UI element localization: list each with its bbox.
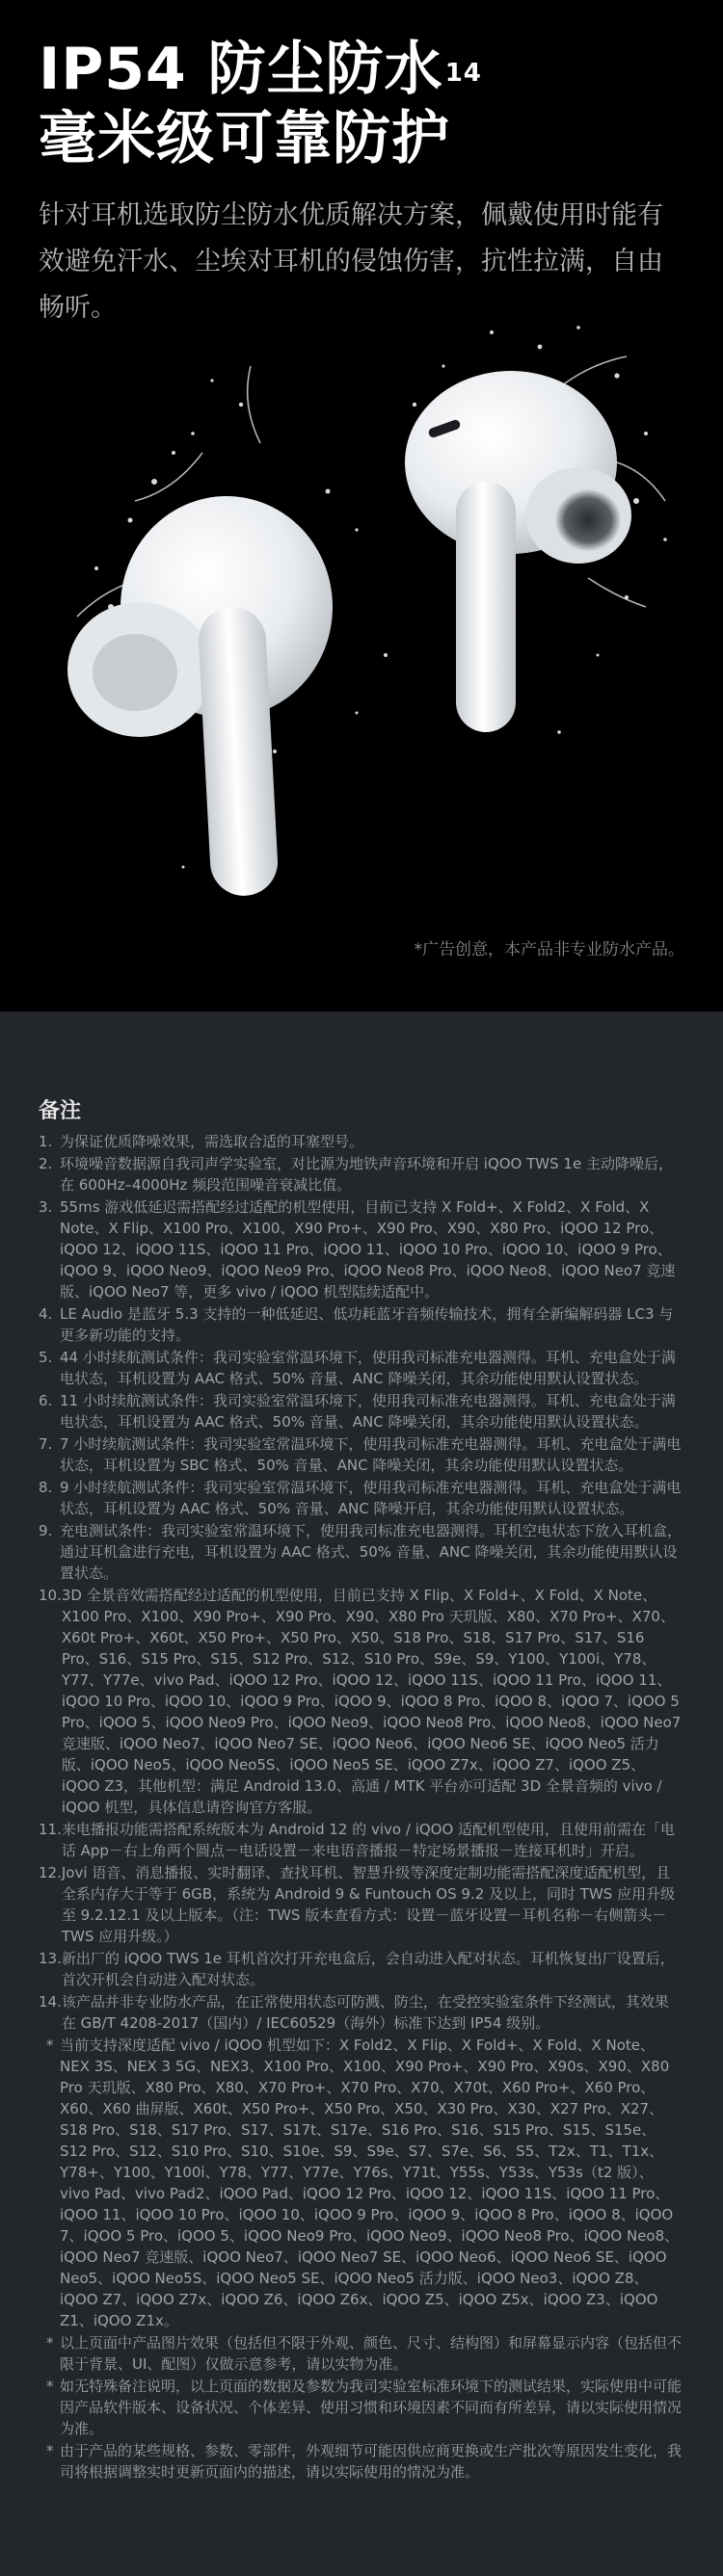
note-number: 11. <box>39 1821 62 1838</box>
note-item <box>39 1585 683 1818</box>
hero-section <box>0 0 723 1012</box>
note-number: * <box>46 2037 54 2054</box>
ad-disclaimer: *广告创意，本产品非专业防水产品。 <box>414 940 684 959</box>
note-item <box>39 2332 683 2375</box>
note-text: 由于产品的某些规格、参数、零部件，外观细节可能因供应商更换或生产批次等原因发生变化，我司将根据调整实时更新页面内的描述，请以实际使用的情况为准。 <box>60 2442 683 2481</box>
note-item <box>39 1433 683 1476</box>
note-number: 3. <box>39 1198 53 1216</box>
note-text: 9 小时续航测试条件：我司实验室常温环境下，使用我司标准充电器测得。耳机、充电盒处于满电状态，耳机设置为 AAC 格式、50% 音量、ANC 降噪开启，其余功能使用默认设置状态。 <box>60 1479 682 1517</box>
note-item <box>39 1390 683 1433</box>
note-number: 8. <box>39 1479 53 1496</box>
note-text: 以上页面中产品图片效果（包括但不限于外观、颜色、尺寸、结构图）和屏幕显示内容（包括但不限于背景、UI、配图）仅做示意参考，请以实物为准。 <box>60 2334 683 2373</box>
note-text: 新出厂的 iQOO TWS 1e 耳机首次打开充电盒后，会自动进入配对状态。耳机恢复出厂设置后，首次开机会自动进入配对状态。 <box>61 1950 675 1988</box>
notes-section <box>0 1012 723 2576</box>
note-number: 14. <box>39 1993 62 2011</box>
note-item <box>39 1991 683 2034</box>
note-number: * <box>46 2378 54 2395</box>
note-text: 环境噪音数据源自我司声学实验室，对比源为地铁声音环境和开启 iQOO TWS 1e 主动降噪后，在 600Hz–4000Hz 频段范围噪音衰减比值。 <box>60 1155 673 1194</box>
note-text: LE Audio 是蓝牙 5.3 支持的一种低延迟、低功耗蓝牙音频传输技术，拥有全新编解码器 LC3 与更多新功能的支持。 <box>60 1305 674 1344</box>
page-title <box>39 35 482 173</box>
note-text: 7 小时续航测试条件：我司实验室常温环境下，使用我司标准充电器测得。耳机、充电盒处于满电状态，耳机设置为 SBC 格式、50% 音量、ANC 降噪关闭，其余功能使用默认设置状态。 <box>60 1435 682 1474</box>
note-text: 充电测试条件：我司实验室常温环境下，使用我司标准充电器测得。耳机空电状态下放入耳机盒，通过耳机盒进行充电，耳机设置为 AAC 格式、50% 音量、ANC 降噪关闭，其余功能使用默认设置状态。 <box>60 1522 683 1582</box>
note-number: 7. <box>39 1435 53 1453</box>
note-number: 2. <box>39 1155 53 1172</box>
note-text: 3D 全景音效需搭配经过适配的机型使用，目前已支持 X Flip、X Fold+、X Fold、X Note、X100 Pro、X100、X90 Pro+、X90 Pro、X90、X80 Pro 天玑版、X80、X70 Pro+、X70、X60t Pro+、X60t、X50 Pro+、X50 Pro、X50、S18 Pro、S18、S17 Pro、S17、S16 Pro、S16、S15 Pro、S15、S12 Pro、S12、S10 Pro、S9e、S9、Y100、Y100i、Y78、Y77、Y77e、vivo Pad、iQOO 12 Pro、iQOO 12、iQOO 11S、iQOO 11 Pro、iQOO 11、iQOO 10 Pro、iQOO 10、iQOO 9 Pro、iQOO 9、iQOO 8 Pro、iQOO 8、iQOO 7、iQOO 5 Pro、iQOO 5、iQOO Neo9 Pro、iQOO Neo9、iQOO Neo8 Pro、iQOO Neo8、iQOO Neo7 竞速版、iQOO Neo7、iQOO Neo7 SE、iQOO Neo6、iQOO Neo6 SE、iQOO Neo5 活力版、iQOO Neo5、iQOO Neo5S、iQOO Neo5 SE、iQOO Z7x、iQOO Z7、iQOO Z5、iQOO Z3，其他机型：满足 Android 13.0、高通 / MTK 平台亦可适配 3D 全景音频的 vivo / iQOO 机型，具体信息请咨询官方客服。 <box>61 1587 682 1816</box>
note-text: 44 小时续航测试条件：我司实验室常温环境下，使用我司标准充电器测得。耳机、充电盒处于满电状态，耳机设置为 AAC 格式、50% 音量、ANC 降噪关闭，其余功能使用默认设置状态。 <box>60 1349 676 1387</box>
footnote-ref: 14 <box>444 59 482 88</box>
notes-title: 备注 <box>39 1099 82 1123</box>
note-item <box>39 2035 683 2331</box>
note-item <box>39 1153 683 1196</box>
note-item <box>39 1948 683 1990</box>
note-item <box>39 1347 683 1389</box>
note-text: 11 小时续航测试条件：我司实验室常温环境下，使用我司标准充电器测得。耳机、充电盒处于满电状态，耳机设置为 AAC 格式、50% 音量、ANC 降噪关闭，其余功能使用默认设置状态。 <box>60 1392 676 1431</box>
note-item <box>39 1196 683 1302</box>
note-item <box>39 1819 683 1861</box>
note-number: 9. <box>39 1522 53 1539</box>
note-number: 10. <box>39 1587 62 1604</box>
note-item <box>39 1862 683 1947</box>
note-text: 如无特殊备注说明，以上页面的数据及参数为我司实验室标准环境下的测试结果，实际使用中可能因产品软件版本、设备状况、个体差异、使用习惯和环境因素不同而有所差异，请以实际使用情况为准。 <box>60 2378 683 2437</box>
note-text: 为保证优质降噪效果，需选取合适的耳塞型号。 <box>60 1133 364 1150</box>
note-item <box>39 2376 683 2439</box>
feature-description: 针对耳机选取防尘防水优质解决方案，佩戴使用时能有效避免汗水、尘埃对耳机的侵蚀伤害，抗性拉满，自由畅听。 <box>39 200 663 323</box>
right-earbud <box>405 371 631 732</box>
note-number: * <box>46 2442 54 2459</box>
note-text: 该产品并非专业防水产品，在正常使用状态可防溅、防尘，在受控实验室条件下经测试，其效果在 GB/T 4208-2017（国内）/ IEC60529（海外）标准下达到 IP54 级别。 <box>61 1993 669 2032</box>
note-text: Jovi 语音、消息播报、实时翻译、查找耳机、智慧升级等深度定制功能需搭配深度适配机型，且全系内存大于等于 6GB，系统为 Android 9 & Funtouch OS 9.2 及以上，同时 TWS 应用升级至 9.2.12.1 及以上版本。（注：TWS 版本查看方式：设置－蓝牙设置－耳机名称－右侧箭头－TWS 应用升级。） <box>61 1864 676 1945</box>
note-number: * <box>46 2334 54 2352</box>
note-text: 55ms 游戏低延迟需搭配经过适配的机型使用，目前已支持 X Fold+、X Fold2、X Fold、X Note、X Flip、X100 Pro、X100、X90 Pro+、X90 Pro、X90、X80 Pro、iQOO 12 Pro、iQOO 12、iQOO 11S、iQOO 11 Pro、iQOO 11、iQOO 10 Pro、iQOO 10、iQOO 9 Pro、iQOO 9、iQOO Neo9、iQOO Neo9 Pro、iQOO Neo8 Pro、iQOO Neo8、iQOO Neo7 竞速版、iQOO Neo7 等，更多 vivo / iQOO 机型陆续适配中。 <box>60 1198 676 1301</box>
note-number: 6. <box>39 1392 53 1409</box>
note-text: 当前支持深度适配 vivo / iQOO 机型如下：X Fold2、X Flip、X Fold+、X Fold、X Note、NEX 3S、NEX 3 5G、NEX3、X100 Pro、X100、X90 Pro+、X90 Pro、X90s、X90、X80 Pro 天玑版、X80 Pro、X80、X70 Pro+、X70 Pro、X70、X70t、X60 Pro+、X60 Pro、X60、X60 曲屏版、X60t、X50 Pro+、X50 Pro、X50、X30 Pro、X30、X27 Pro、X27、S18 Pro、S18、S17 Pro、S17、S17t、S17e、S16 Pro、S16、S15 Pro、S15、S15e、S12 Pro、S12、S10 Pro、S10、S10e、S9、S9e、S7、S7e、S6、S5、T2x、T1、T1x、Y78+、Y100、Y100i、Y78、Y77、Y77e、Y76s、Y71t、Y55s、Y53s、Y53s（t2 版）、vivo Pad、vivo Pad2、iQOO Pad、iQOO 12 Pro、iQOO 12、iQOO 11S、iQOO 11 Pro、iQOO 11、iQOO 10 Pro、iQOO 10、iQOO 9 Pro、iQOO 9、iQOO 8 Pro、iQOO 8、iQOO 7、iQOO 5 Pro、iQOO 5、iQOO Neo9 Pro、iQOO Neo9、iQOO Neo8 Pro、iQOO Neo8、iQOO Neo7 竞速版、iQOO Neo7、iQOO Neo7 SE、iQOO Neo6、iQOO Neo6 SE、iQOO Neo5、iQOO Neo5S、iQOO Neo5 SE、iQOO Neo5 活力版、iQOO Neo3、iQOO Z8、iQOO Z7、iQOO Z7x、iQOO Z6、iQOO Z6x、iQOO Z5、iQOO Z5x、iQOO Z3、iQOO Z1、iQOO Z1x。 <box>60 2037 680 2329</box>
title-line-2: 毫米级可靠防护 <box>39 105 450 172</box>
note-item <box>39 1303 683 1346</box>
earbuds-water-splash-image <box>39 289 684 963</box>
note-item <box>39 1520 683 1584</box>
note-number: 5. <box>39 1349 53 1366</box>
left-earbud <box>67 496 333 898</box>
note-item <box>39 1131 683 1152</box>
note-item <box>39 2440 683 2483</box>
title-line-1: IP54 防尘防水 <box>39 36 443 103</box>
note-number: 13. <box>39 1950 62 1967</box>
note-number: 12. <box>39 1864 62 1881</box>
note-number: 4. <box>39 1305 53 1323</box>
note-number: 1. <box>39 1133 53 1150</box>
note-text: 来电播报功能需搭配系统版本为 Android 12 的 vivo / iQOO 适配机型使用，且使用前需在「电话 App－右上角两个圆点－电话设置－来电语音播报－特定场景播报－连接耳机时」开启。 <box>61 1821 676 1859</box>
note-item <box>39 1477 683 1519</box>
notes-list <box>39 1131 683 2484</box>
